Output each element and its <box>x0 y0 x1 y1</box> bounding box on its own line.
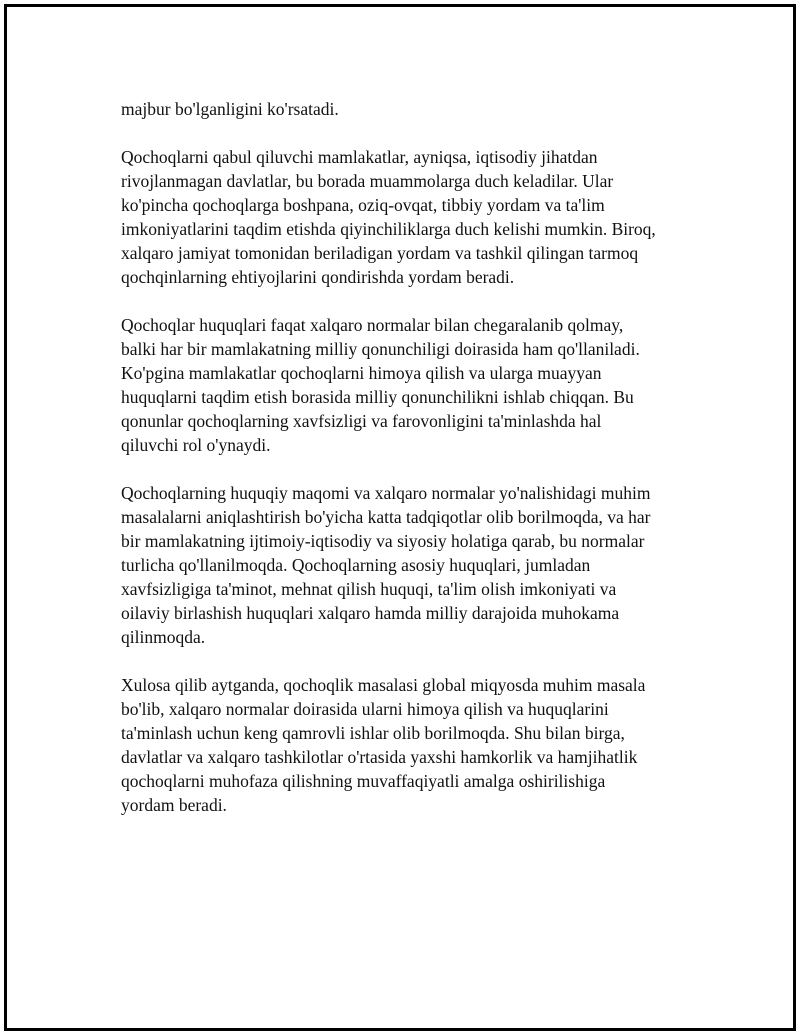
text-line: bir mamlakatning ijtimoiy-iqtisodiy va siyosiy holatiga qarab, bu normalar <box>121 531 645 551</box>
text-line: qonunlar qochoqlarning xavfsizligi va farovonligini ta'minlashda hal <box>121 411 602 431</box>
text-line: huquqlarni taqdim etish borasida milliy qonunchilikni ishlab chiqqan. Bu <box>121 387 634 407</box>
text-line: turlicha qo'llanilmoqda. Qochoqlarning asosiy huquqlari, jumladan <box>121 555 591 575</box>
document-body <box>121 97 681 841</box>
text-line: davlatlar va xalqaro tashkilotlar o'rtasida yaxshi hamkorlik va hamjihatlik <box>121 747 638 767</box>
text-line: Qochoqlar huquqlari faqat xalqaro normalar bilan chegaralanib qolmay, <box>121 315 624 335</box>
text-line: imkoniyatlarini taqdim etishda qiyinchiliklarga duch kelishi mumkin. Biroq, <box>121 219 656 239</box>
text-line: qilinmoqda. <box>121 627 206 647</box>
paragraph-5 <box>121 673 681 817</box>
text-line: qiluvchi rol o'ynaydi. <box>121 435 271 455</box>
text-line: Qochoqlarni qabul qiluvchi mamlakatlar, ayniqsa, iqtisodiy jihatdan <box>121 147 598 167</box>
paragraph-1 <box>121 97 681 121</box>
text-line: Ko'pgina mamlakatlar qochoqlarni himoya qilish va ularga muayyan <box>121 363 602 383</box>
text-line: xavfsizligiga ta'minot, mehnat qilish huquqi, ta'lim olish imkoniyati va <box>121 579 617 599</box>
text-line: majbur bo'lganligini ko'rsatadi. <box>121 99 339 119</box>
text-line: masalalarni aniqlashtirish bo'yicha katta tadqiqotlar olib borilmoqda, va har <box>121 507 651 527</box>
text-line: oilaviy birlashish huquqlari xalqaro hamda milliy darajoida muhokama <box>121 603 620 623</box>
text-line: rivojlanmagan davlatlar, bu borada muammolarga duch keladilar. Ular <box>121 171 614 191</box>
text-line: yordam beradi. <box>121 795 227 815</box>
paragraph-3 <box>121 313 681 457</box>
text-line: bo'lib, xalqaro normalar doirasida ularni himoya qilish va huquqlarini <box>121 699 609 719</box>
text-line: Xulosa qilib aytganda, qochoqlik masalasi global miqyosda muhim masala <box>121 675 646 695</box>
text-line: ko'pincha qochoqlarga boshpana, oziq-ovqat, tibbiy yordam va ta'lim <box>121 195 605 215</box>
text-line: balki har bir mamlakatning milliy qonunchiligi doirasida ham qo'llaniladi. <box>121 339 640 359</box>
paragraph-2 <box>121 145 681 289</box>
text-line: qochoqlarni muhofaza qilishning muvaffaqiyatli amalga oshirilishiga <box>121 771 606 791</box>
text-line: Qochoqlarning huquqiy maqomi va xalqaro normalar yo'nalishidagi muhim <box>121 483 651 503</box>
text-line: xalqaro jamiyat tomonidan beriladigan yordam va tashkil qilingan tarmoq <box>121 243 639 263</box>
paragraph-4 <box>121 481 681 649</box>
text-line: ta'minlash uchun keng qamrovli ishlar olib borilmoqda. Shu bilan birga, <box>121 723 625 743</box>
text-line: qochqinlarning ehtiyojlarini qondirishda yordam beradi. <box>121 267 515 287</box>
page-frame <box>4 4 796 1031</box>
